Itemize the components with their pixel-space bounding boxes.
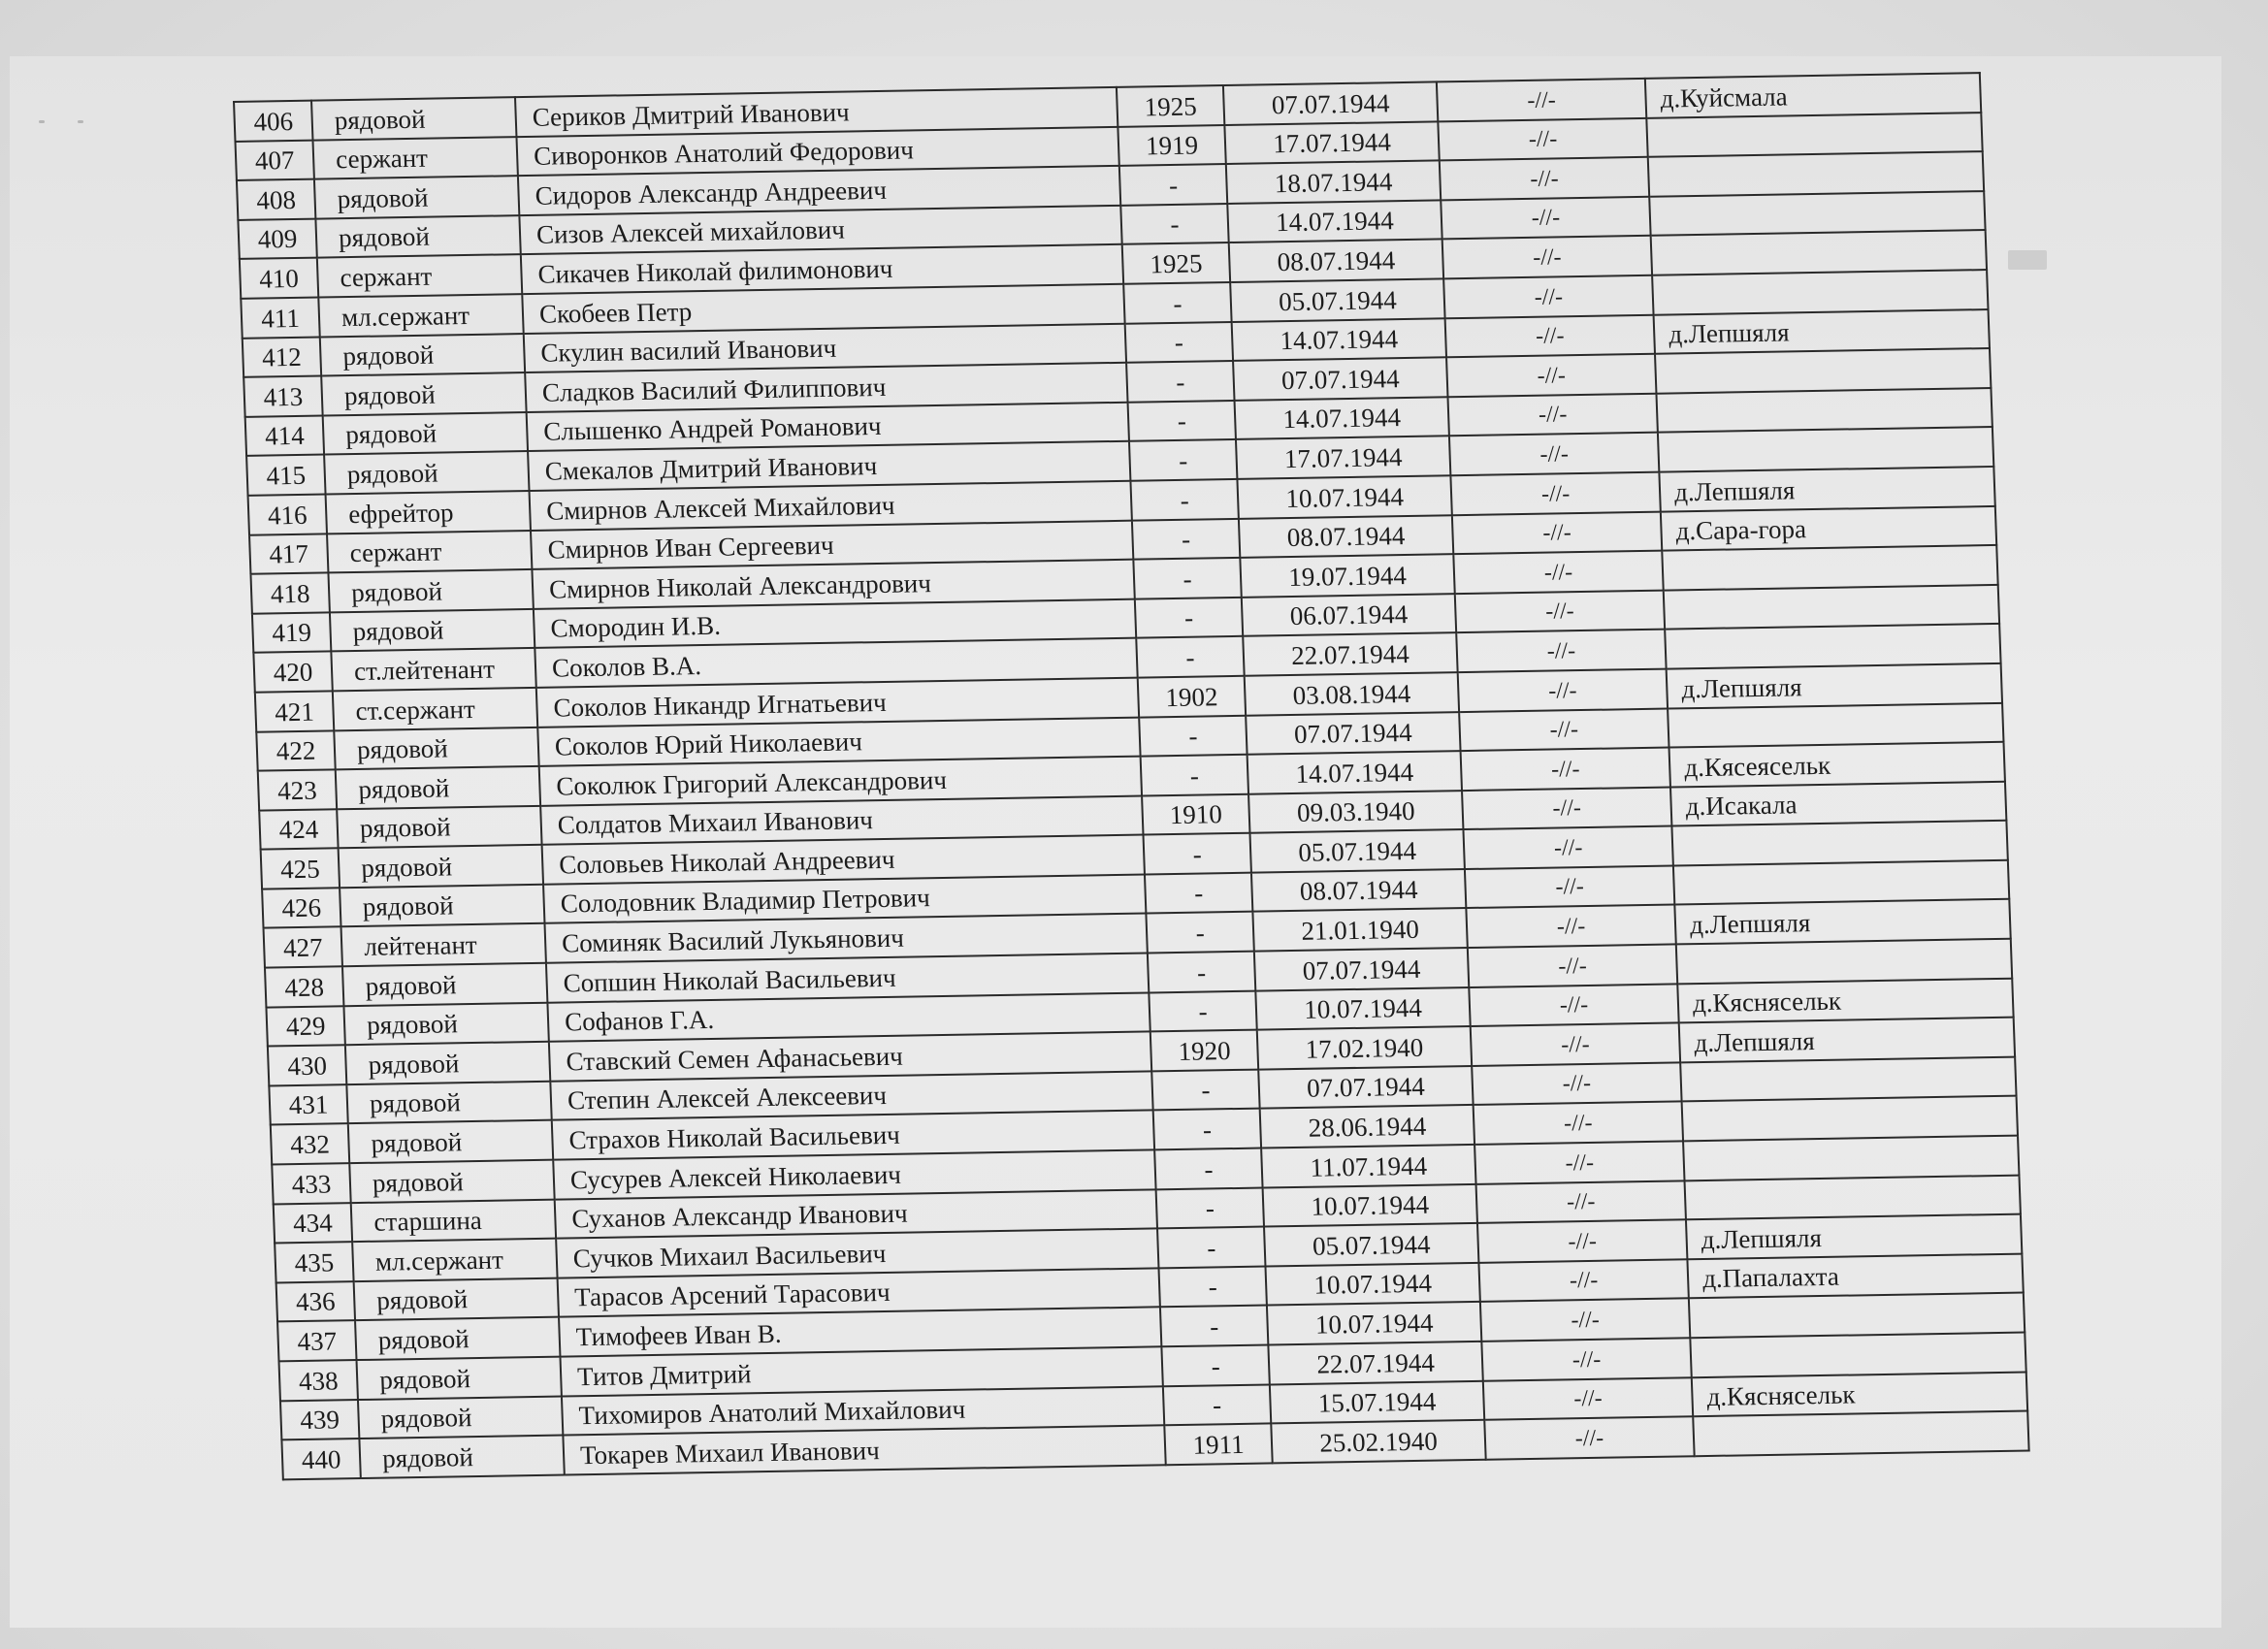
- military-rank: сержант: [317, 254, 522, 297]
- ditto-mark: -//-: [1472, 1062, 1681, 1105]
- full-name: Сучков Михаил Васильевич: [556, 1229, 1158, 1278]
- record-number: 424: [259, 809, 338, 850]
- record-number: 417: [249, 534, 328, 574]
- death-date: 10.07.1944: [1237, 475, 1451, 518]
- record-number: 439: [280, 1400, 359, 1440]
- record-number: 418: [250, 573, 329, 614]
- burial-place: д.Лепшяля: [1674, 899, 2010, 944]
- ditto-mark: -//-: [1465, 865, 1674, 908]
- record-number: 425: [261, 849, 340, 889]
- military-rank: старшина: [351, 1199, 556, 1242]
- burial-place: д.Кяснясельк: [1692, 1372, 2027, 1416]
- full-name: Соколюк Григорий Александрович: [539, 757, 1142, 806]
- ditto-mark: -//-: [1462, 787, 1671, 829]
- birth-year: -: [1146, 912, 1253, 953]
- full-name: Софанов Г.А.: [547, 992, 1150, 1042]
- death-date: 08.07.1944: [1251, 869, 1466, 912]
- full-name: Слышенко Андрей Романович: [527, 402, 1129, 451]
- record-number: 421: [255, 691, 334, 731]
- ditto-mark: -//-: [1474, 1141, 1684, 1183]
- burial-place: д.Лепшяля: [1679, 1018, 2015, 1062]
- record-number: 411: [241, 298, 319, 339]
- military-rank: рядовой: [357, 1357, 562, 1400]
- ditto-mark: -//-: [1440, 157, 1649, 200]
- birth-year: 1925: [1117, 85, 1224, 126]
- burial-place: [1651, 230, 1987, 275]
- birth-year: 1925: [1122, 242, 1230, 283]
- record-number: 419: [252, 612, 331, 653]
- death-date: 14.07.1944: [1235, 397, 1449, 439]
- ditto-mark: -//-: [1449, 433, 1659, 475]
- death-date: 14.07.1944: [1232, 318, 1446, 361]
- record-number: 416: [248, 494, 327, 534]
- military-rank: рядовой: [348, 1120, 553, 1163]
- birth-year: -: [1145, 873, 1252, 914]
- record-number: 435: [275, 1242, 353, 1282]
- ditto-mark: -//-: [1437, 79, 1646, 121]
- record-number: 434: [274, 1203, 352, 1244]
- military-rank: рядовой: [334, 727, 538, 769]
- death-date: 15.07.1944: [1270, 1380, 1484, 1423]
- military-rank: рядовой: [346, 1082, 551, 1124]
- burial-place: [1682, 1096, 2018, 1141]
- full-name: Сикачев Николай филимонович: [521, 244, 1123, 294]
- burial-place: [1649, 191, 1985, 236]
- full-name: Сидоров Александр Андреевич: [518, 166, 1120, 215]
- burial-place: [1662, 545, 1997, 590]
- full-name: Смородин И.В.: [534, 598, 1136, 648]
- ditto-mark: -//-: [1477, 1220, 1687, 1263]
- ditto-mark: -//-: [1456, 630, 1666, 672]
- ditto-mark: -//-: [1450, 472, 1660, 515]
- military-rank: рядовой: [345, 1042, 550, 1084]
- birth-year: -: [1119, 164, 1227, 205]
- record-number: 432: [271, 1124, 349, 1165]
- birth-year: -: [1151, 1069, 1259, 1110]
- ditto-mark: -//-: [1471, 1023, 1680, 1066]
- ditto-mark: -//-: [1469, 984, 1678, 1026]
- ditto-mark: -//-: [1453, 551, 1663, 594]
- military-rank: рядовой: [340, 885, 544, 927]
- birth-year: -: [1135, 598, 1243, 638]
- birth-year: 1902: [1138, 676, 1246, 717]
- death-date: 18.07.1944: [1226, 161, 1441, 204]
- birth-year: -: [1130, 479, 1238, 520]
- full-name: Степин Алексей Алексеевич: [550, 1071, 1152, 1120]
- death-date: 07.07.1944: [1233, 357, 1447, 400]
- death-date: 07.07.1944: [1246, 712, 1460, 755]
- military-rank: рядовой: [321, 372, 526, 415]
- burial-place: д.Лепшяля: [1654, 309, 1990, 354]
- birth-year: -: [1139, 715, 1247, 756]
- burial-place: [1690, 1333, 2025, 1377]
- ditto-mark: -//-: [1452, 511, 1662, 554]
- birth-year: -: [1128, 401, 1236, 441]
- death-date: 05.07.1944: [1249, 829, 1464, 872]
- burial-place: [1658, 427, 1993, 471]
- record-number: 423: [258, 769, 337, 810]
- record-number: 415: [246, 455, 325, 496]
- military-rank: рядовой: [349, 1160, 554, 1203]
- burial-place: д.Лепшяля: [1686, 1214, 2022, 1259]
- ditto-mark: -//-: [1446, 354, 1656, 397]
- record-number: 433: [272, 1163, 350, 1204]
- ditto-mark: -//-: [1484, 1416, 1694, 1459]
- birth-year: -: [1161, 1344, 1269, 1385]
- burial-place: д.Лепшяля: [1667, 663, 2002, 708]
- ditto-mark: -//-: [1455, 590, 1665, 632]
- birth-year: -: [1163, 1384, 1271, 1425]
- record-number: 407: [235, 140, 313, 180]
- birth-year: 1919: [1118, 125, 1225, 166]
- casualty-list-table-wrapper: [233, 72, 2028, 1480]
- birth-year: -: [1154, 1148, 1262, 1189]
- death-date: 14.07.1944: [1227, 200, 1442, 242]
- birth-year: -: [1125, 322, 1233, 363]
- full-name: Титов Дмитрий: [560, 1346, 1162, 1396]
- full-name: Соколов Никандр Игнатьевич: [536, 678, 1139, 728]
- ditto-mark: -//-: [1447, 393, 1657, 436]
- record-number: 414: [245, 415, 324, 456]
- death-date: 25.02.1940: [1271, 1420, 1485, 1463]
- ditto-mark: -//-: [1438, 117, 1647, 160]
- burial-place: [1665, 624, 2000, 668]
- birth-year: -: [1133, 558, 1241, 598]
- birth-year: 1910: [1142, 793, 1249, 834]
- burial-place: [1693, 1411, 2028, 1456]
- ditto-mark: -//-: [1478, 1259, 1688, 1302]
- death-date: 05.07.1944: [1230, 278, 1444, 321]
- military-rank: рядовой: [355, 1317, 560, 1360]
- record-number: 422: [256, 730, 335, 771]
- full-name: Сопшин Николай Васильевич: [546, 954, 1149, 1003]
- death-date: 17.07.1944: [1224, 121, 1439, 164]
- death-date: 08.07.1944: [1239, 515, 1453, 558]
- burial-place: [1683, 1136, 2019, 1180]
- ditto-mark: -//-: [1480, 1299, 1690, 1342]
- record-number: 413: [243, 376, 322, 417]
- casualty-list-table: [233, 72, 2030, 1480]
- death-date: 08.07.1944: [1229, 240, 1443, 282]
- death-date: 11.07.1944: [1261, 1145, 1475, 1187]
- military-rank: рядовой: [315, 215, 520, 258]
- full-name: Сериков Дмитрий Иванович: [515, 87, 1118, 137]
- military-rank: сержант: [312, 137, 517, 179]
- full-name: Солодовник Владимир Петрович: [543, 874, 1146, 923]
- burial-place: д.Папалахта: [1687, 1253, 2023, 1298]
- military-rank: мл.сержант: [352, 1239, 557, 1281]
- military-rank: рядовой: [330, 609, 535, 652]
- birth-year: -: [1149, 990, 1256, 1031]
- burial-place: [1689, 1293, 2025, 1338]
- full-name: Солдатов Михаил Иванович: [540, 795, 1143, 845]
- death-date: 07.07.1944: [1223, 81, 1438, 124]
- record-number: 426: [262, 888, 340, 928]
- burial-place: [1652, 270, 1988, 314]
- ditto-mark: -//-: [1445, 314, 1655, 357]
- birth-year: -: [1160, 1306, 1268, 1346]
- scan-speck: [39, 120, 45, 123]
- death-date: 19.07.1944: [1240, 554, 1454, 597]
- military-rank: сержант: [327, 531, 532, 573]
- military-rank: лейтенант: [341, 923, 546, 966]
- burial-place: [1664, 585, 1999, 630]
- ditto-mark: -//-: [1474, 1102, 1683, 1145]
- burial-place: [1671, 821, 2007, 865]
- military-rank: рядовой: [323, 412, 528, 455]
- military-rank: мл.сержант: [318, 294, 523, 337]
- ditto-mark: -//-: [1441, 197, 1650, 240]
- burial-place: [1685, 1175, 2021, 1219]
- death-date: 03.08.1944: [1245, 672, 1459, 715]
- birth-year: -: [1136, 636, 1244, 677]
- burial-place: [1655, 348, 1991, 393]
- full-name: Соловьев Николай Андреевич: [542, 835, 1145, 885]
- full-name: Тарасов Арсений Тарасович: [558, 1268, 1160, 1317]
- military-rank: ефрейтор: [326, 491, 531, 534]
- full-name: Смекалов Дмитрий Иванович: [528, 441, 1130, 491]
- military-rank: рядовой: [314, 176, 519, 218]
- ditto-mark: -//-: [1466, 905, 1675, 948]
- birth-year: -: [1123, 282, 1231, 323]
- ditto-mark: -//-: [1461, 748, 1670, 791]
- birth-year: -: [1129, 439, 1237, 480]
- record-number: 428: [265, 966, 343, 1007]
- record-number: 412: [243, 337, 321, 377]
- birth-year: -: [1141, 755, 1248, 795]
- scan-speck: [78, 120, 83, 123]
- burial-place: д.Лепшяля: [1659, 467, 1994, 511]
- full-name: Соколов В.А.: [535, 638, 1137, 688]
- burial-place: [1680, 1057, 2016, 1102]
- death-date: 10.07.1944: [1267, 1302, 1481, 1344]
- full-name: Сладков Василий Филиппович: [525, 363, 1127, 412]
- full-name: Сизов Алексей михайлович: [519, 206, 1121, 255]
- burial-place: д.Сара-гора: [1661, 505, 1996, 550]
- birth-year: -: [1148, 952, 1255, 992]
- birth-year: -: [1126, 361, 1234, 402]
- full-name: Тимофеев Иван В.: [559, 1308, 1161, 1357]
- military-rank: ст.сержант: [333, 688, 537, 730]
- military-rank: рядовой: [324, 451, 529, 494]
- death-date: 14.07.1944: [1247, 751, 1462, 793]
- full-name: Сусурев Алексей Николаевич: [553, 1149, 1155, 1199]
- record-number: 420: [253, 652, 332, 693]
- military-rank: рядовой: [337, 806, 541, 849]
- full-name: Соминяк Василий Лукьянович: [544, 914, 1147, 963]
- death-date: 07.07.1944: [1254, 948, 1469, 990]
- death-date: 05.07.1944: [1264, 1223, 1478, 1266]
- full-name: Токарев Михаил Иванович: [563, 1425, 1165, 1474]
- ditto-mark: -//-: [1468, 945, 1677, 987]
- death-date: 22.07.1944: [1268, 1342, 1482, 1384]
- full-name: Тихомиров Анатолий Михайлович: [562, 1386, 1164, 1436]
- record-number: 406: [234, 101, 312, 142]
- ditto-mark: -//-: [1483, 1377, 1693, 1420]
- full-name: Скулин василий Иванович: [524, 323, 1126, 372]
- military-rank: рядовой: [311, 97, 516, 140]
- record-number: 430: [268, 1045, 346, 1085]
- death-date: 07.07.1944: [1258, 1066, 1473, 1109]
- record-number: 431: [269, 1084, 347, 1125]
- burial-place: [1648, 151, 1984, 196]
- military-rank: рядовой: [336, 766, 540, 809]
- birth-year: -: [1132, 518, 1240, 559]
- record-number: 410: [240, 258, 318, 299]
- record-number: 429: [266, 1006, 344, 1047]
- full-name: Ставский Семен Афанасьевич: [549, 1032, 1151, 1082]
- death-date: 17.07.1944: [1236, 436, 1450, 479]
- table-body: [234, 73, 2029, 1479]
- military-rank: рядовой: [343, 1002, 548, 1045]
- birth-year: -: [1153, 1109, 1261, 1149]
- ditto-mark: -//-: [1459, 708, 1669, 751]
- full-name: Страхов Николай Васильевич: [552, 1111, 1154, 1160]
- scan-smudge: [2008, 250, 2047, 270]
- death-date: 21.01.1940: [1252, 909, 1467, 952]
- death-date: 06.07.1944: [1242, 594, 1456, 636]
- military-rank: рядовой: [359, 1436, 564, 1478]
- record-number: 440: [281, 1439, 360, 1479]
- burial-place: д.Куйсмала: [1645, 73, 1981, 117]
- full-name: Сиворонков Анатолий Федорович: [516, 126, 1118, 176]
- record-number: 437: [277, 1320, 356, 1361]
- birth-year: -: [1144, 833, 1251, 874]
- burial-place: д.Кясеясельк: [1669, 742, 2005, 787]
- record-number: 438: [279, 1360, 358, 1401]
- ditto-mark: -//-: [1442, 236, 1652, 278]
- record-number: 427: [264, 927, 342, 968]
- burial-place: [1676, 939, 2012, 984]
- ditto-mark: -//-: [1443, 275, 1653, 318]
- full-name: Смирнов Николай Александрович: [532, 560, 1134, 609]
- military-rank: рядовой: [328, 569, 533, 612]
- record-number: 436: [276, 1281, 355, 1322]
- ditto-mark: -//-: [1476, 1180, 1686, 1223]
- military-rank: ст.лейтенант: [331, 648, 535, 691]
- burial-place: [1673, 860, 2009, 905]
- ditto-mark: -//-: [1481, 1338, 1691, 1380]
- burial-place: [1668, 702, 2003, 747]
- military-rank: рядовой: [342, 963, 547, 1006]
- birth-year: -: [1158, 1266, 1266, 1307]
- ditto-mark: -//-: [1458, 668, 1668, 711]
- death-date: 09.03.1940: [1248, 791, 1463, 833]
- military-rank: рядовой: [339, 845, 543, 888]
- death-date: 22.07.1944: [1243, 632, 1457, 675]
- full-name: Смирнов Иван Сергеевич: [531, 520, 1133, 569]
- birth-year: -: [1120, 204, 1228, 244]
- full-name: Суханов Александр Иванович: [555, 1189, 1157, 1239]
- military-rank: рядовой: [358, 1396, 563, 1439]
- military-rank: рядовой: [320, 334, 525, 376]
- full-name: Соколов Юрий Николаевич: [537, 717, 1140, 766]
- birth-year: -: [1156, 1187, 1264, 1228]
- record-number: 409: [238, 218, 316, 259]
- record-number: 408: [237, 179, 315, 220]
- birth-year: 1920: [1150, 1030, 1258, 1071]
- death-date: 17.02.1940: [1257, 1026, 1472, 1069]
- birth-year: 1911: [1164, 1424, 1272, 1465]
- death-date: 28.06.1944: [1260, 1105, 1474, 1148]
- birth-year: -: [1157, 1227, 1265, 1268]
- full-name: Скобеев Петр: [522, 284, 1124, 334]
- ditto-mark: -//-: [1463, 826, 1672, 869]
- full-name: Смирнов Алексей Михайлович: [530, 481, 1132, 531]
- death-date: 10.07.1944: [1265, 1263, 1479, 1306]
- burial-place: [1656, 388, 1992, 433]
- death-date: 10.07.1944: [1255, 987, 1470, 1030]
- military-rank: рядовой: [354, 1277, 559, 1320]
- burial-place: [1646, 113, 1982, 157]
- death-date: 10.07.1944: [1263, 1184, 1477, 1227]
- burial-place: д.Кяснясельк: [1677, 978, 2013, 1022]
- burial-place: д.Исакала: [1670, 781, 2006, 825]
